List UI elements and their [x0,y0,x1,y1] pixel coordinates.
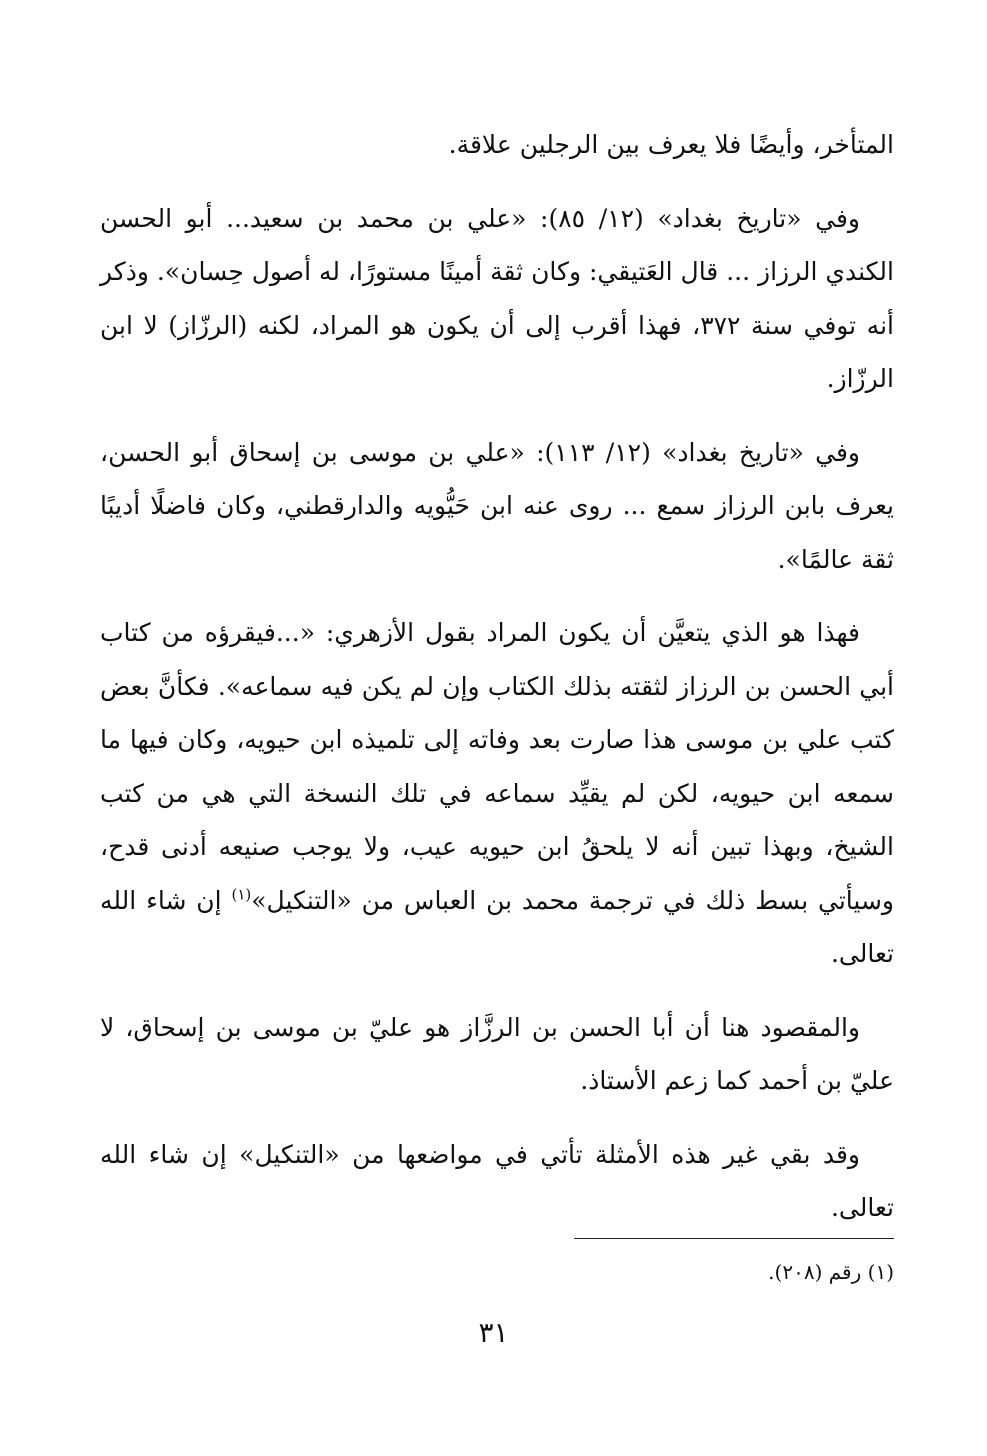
paragraph-text-after-note: إن شاء الله تعالى. [100,885,894,968]
paragraph-continuation: المتأخر، وأيضًا فلا يعرف بين الرجلين علاقة. [448,130,894,159]
page-body [100,118,894,1255]
paragraph-closing: وقد بقي غير هذه الأمثلة تأتي في مواضعها من «التنكيل» إن شاء الله تعالى. [100,1139,894,1222]
page-number: ٣١ [478,1316,509,1349]
paragraph-text-before-note: فهذا هو الذي يتعيَّن أن يكون المراد بقول الأزهري: «...فيقرؤه من كتاب أبي الحسن بن الرزاز لثقته بذلك الكتاب وإن لم يكن فيه سماعه». فكأنَّ بعض كتب علي بن موسى هذا صارت بعد وفاته إلى تلميذه ابن حيويه، وكان فيها ما سمعه ابن حيويه، لكن لم يقيِّد سماعه في تلك النسخة التي هي من كتب الشيخ، وبهذا تبين أنه لا يلحقُ ابن حيويه عيب، ولا يوجب صنيعه أدنى قدح، وسيأتي بسط ذلك في ترجمة محمد بن العباس من «التنكيل» [100,618,894,915]
footnote-reference[interactable]: (١) [231,885,252,904]
paragraph-conclusion: والمقصود هنا أن أبا الحسن بن الرزَّاز هو عليّ بن موسى بن إسحاق، لا عليّ بن أحمد كما زعم الأستاذ. [100,1012,894,1095]
paragraph-azhari-discussion [100,606,894,981]
paragraph-tarikh-baghdad-113: وفي «تاريخ بغداد» (١٢/ ١١٣): «علي بن موسى بن إسحاق أبو الحسن، يعرف بابن الرزاز سمع ... روى عنه ابن حَيُّويه والدارقطني، وكان فاضلًا أديبًا ثقة عالمًا». [100,437,894,574]
footnote-divider [574,1238,894,1239]
paragraph-tarikh-baghdad-85: وفي «تاريخ بغداد» (١٢/ ٨٥): «علي بن محمد بن سعيد... أبو الحسن الكندي الرزاز ... قال العَتيقي: وكان ثقة أمينًا مستورًا، له أصول حِسان». وذكر أنه توفي سنة ٣٧٢، فهذا أقرب إلى أن يكون هو المراد، لكنه (الرزّاز) لا ابن الرزّاز. [100,203,894,393]
footnote: (١) رقم (٢٠٨). [768,1260,894,1284]
